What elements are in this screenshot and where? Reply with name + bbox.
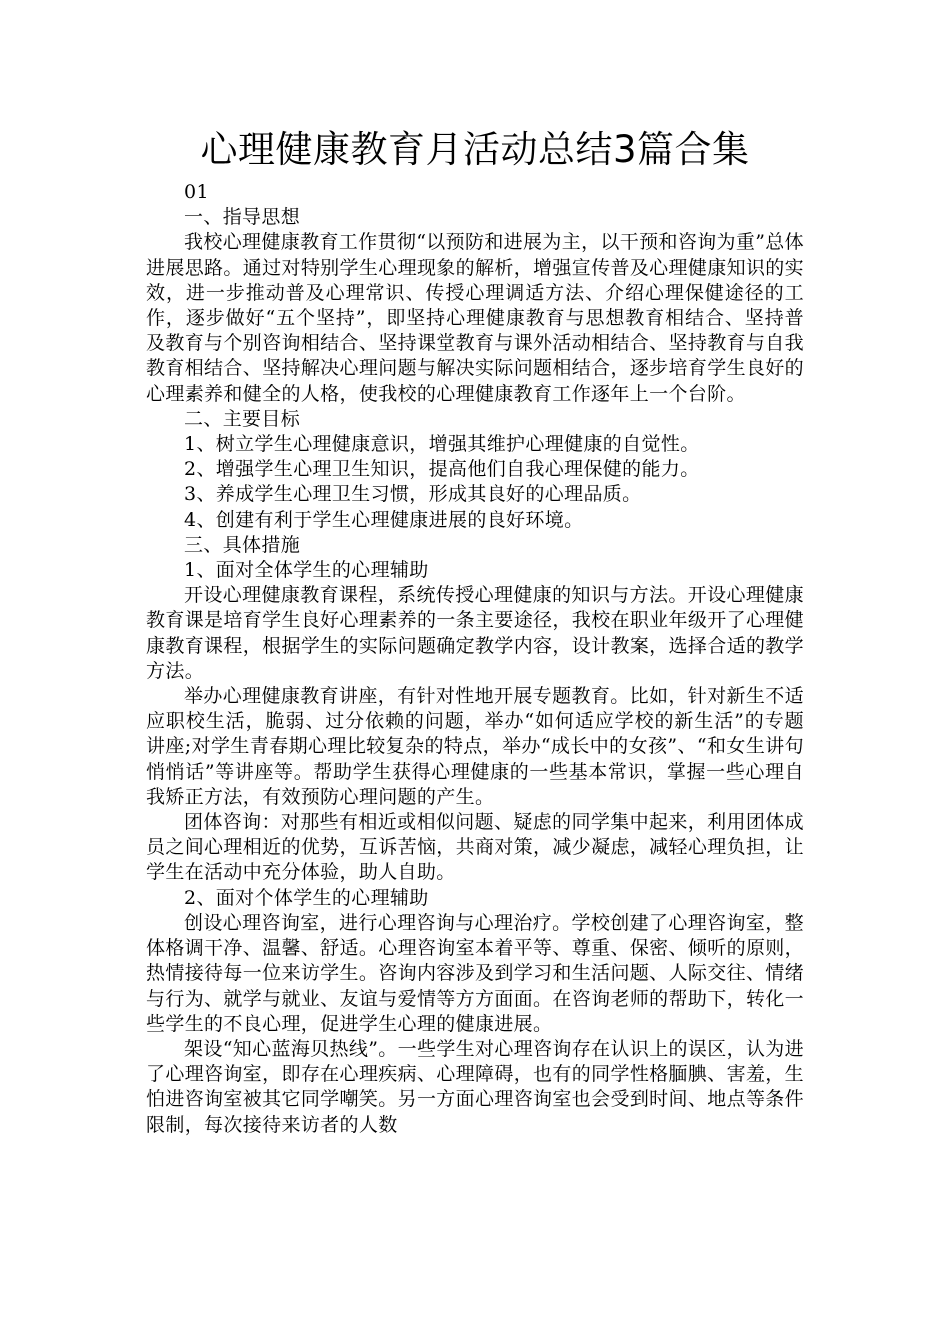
document-title: 心理健康教育月活动总结3篇合集 (200, 128, 750, 171)
paragraph-guiding-thought: 我校心理健康教育工作贯彻“以预防和进展为主，以干预和咨询为重”总体进展思路。通过对特别学生心理现象的解析，增强宣传普及心理健康知识的实效，进一步推动普及心理常识、传授心理调适方法、介绍心理保健途径的工作，逐步做好“五个坚持”，即坚持心理健康教育与思想教育相结合、坚持普及教育与个别咨询相结合、坚持课堂教育与课外活动相结合、坚持教育与自我教育相结合、坚持解决心理问题与解决实际问题相结合，逐步培育学生良好的心理素养和健全的人格，使我校的心理健康教育工作逐年上一个台阶。 (146, 231, 804, 405)
goal-item-4: 4、创建有利于学生心理健康进展的良好环境。 (184, 508, 584, 531)
paragraph-lectures: 举办心理健康教育讲座，有针对性地开展专题教育。比如，针对新生不适应职校生活，脆弱、过分依赖的问题，举办“如何适应学校的新生活”的专题讲座;对学生青春期心理比较复杂的特点，举办“成长中的女孩”、“和女生讲句悄悄话”等讲座等。帮助学生获得心理健康的一些基本常识，掌握一些心理自我矫正方法，有效预防心理问题的产生。 (146, 685, 804, 808)
heading-guiding-thought: 一、指导思想 (184, 206, 301, 229)
heading-measures: 三、具体措施 (184, 533, 301, 556)
paragraph-hotline: 架设“知心蓝海贝热线”。一些学生对心理咨询存在认识上的误区，认为进了心理咨询室，即存在心理疾病、心理障碍，也有的同学性格腼腆、害羞，生怕进咨询室被其它同学嘲笑。另一方面心理咨询室也会受到时间、地点等条件限制，每次接待来访者的人数 (146, 1037, 804, 1136)
paragraph-counseling-room: 创设心理咨询室，进行心理咨询与心理治疗。学校创建了心理咨询室，整体格调干净、温馨、舒适。心理咨询室本着平等、尊重、保密、倾听的原则，热情接待每一位来访学生。咨询内容涉及到学习和生活问题、人际交往、情绪与行为、就学与就业、友谊与爱情等方方面面。在咨询老师的帮助下，转化一些学生的不良心理，促进学生心理的健康进展。 (146, 911, 804, 1035)
paragraph-courses: 开设心理健康教育课程，系统传授心理健康的知识与方法。开设心理健康教育课是培育学生良好心理素养的一条主要途径，我校在职业年级开了心理健康教育课程，根据学生的实际问题确定教学内容，设计教案，选择合适的教学方法。 (146, 584, 804, 682)
document-page (146, 122, 804, 1138)
goal-item-2: 2、增强学生心理卫生知识，提高他们自我心理保健的能力。 (184, 458, 700, 481)
goal-item-3: 3、养成学生心理卫生习惯，形成其良好的心理品质。 (184, 483, 642, 506)
subheading-all-students: 1、面对全体学生的心理辅助 (184, 559, 429, 582)
subheading-individual-students: 2、面对个体学生的心理辅助 (184, 886, 429, 909)
goal-item-1: 1、树立学生心理健康意识，增强其维护心理健康的自觉性。 (184, 433, 700, 456)
paragraph-group-counseling: 团体咨询：对那些有相近或相似问题、疑虑的同学集中起来，利用团体成员之间心理相近的优势，互诉苦恼，共商对策，减少凝虑，减轻心理负担，让学生在活动中充分体验，助人自助。 (146, 811, 804, 884)
heading-main-goals: 二、主要目标 (184, 407, 301, 430)
paragraph-number: 01 (184, 181, 209, 203)
